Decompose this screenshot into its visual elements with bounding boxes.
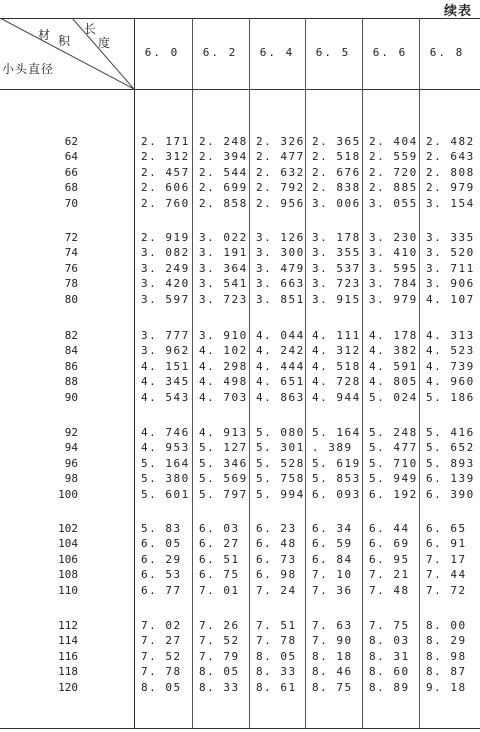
table-cell: 3. 784 bbox=[369, 277, 418, 291]
table-cell: 4. 298 bbox=[199, 359, 248, 373]
table-cell: 2. 312 bbox=[141, 150, 190, 164]
table-cell: 6. 34 bbox=[312, 522, 353, 535]
table-cell: 4. 518 bbox=[312, 359, 361, 373]
table-cell: 3. 249 bbox=[141, 261, 190, 275]
table-cell: 3. 335 bbox=[426, 231, 475, 244]
table-cell: 3. 410 bbox=[369, 246, 418, 260]
table-cell: 5. 853 bbox=[312, 472, 361, 486]
column-rule bbox=[192, 18, 193, 728]
table-cell: 6. 139 bbox=[426, 472, 475, 486]
table-cell: 7. 79 bbox=[199, 649, 240, 663]
header-length-char-2: 度 bbox=[98, 36, 111, 50]
table-cell: 2. 404 bbox=[369, 135, 418, 148]
table-cell: 6. 390 bbox=[426, 487, 475, 501]
row-diameter-label: 90 bbox=[64, 390, 78, 404]
table-cell: 2. 482 bbox=[426, 135, 475, 148]
table-cell: 4. 543 bbox=[141, 390, 190, 404]
table-cell: 8. 60 bbox=[369, 665, 410, 679]
row-diameter-label: 98 bbox=[64, 472, 78, 486]
table-cell: 7. 48 bbox=[369, 583, 410, 597]
table-cell: 4. 382 bbox=[369, 344, 418, 358]
table-cell: 4. 312 bbox=[312, 344, 361, 358]
table-cell: 8. 89 bbox=[369, 680, 410, 694]
table-cell: 4. 863 bbox=[256, 390, 305, 404]
table-cell: 3. 906 bbox=[426, 277, 475, 291]
table-cell: 2. 365 bbox=[312, 135, 361, 148]
table-cell: 5. 080 bbox=[256, 426, 305, 439]
table-cell: 5. 601 bbox=[141, 487, 190, 501]
row-diameter-label: 104 bbox=[58, 537, 78, 551]
row-diameter-label: 108 bbox=[58, 568, 78, 582]
row-diameter-label: 68 bbox=[64, 181, 78, 195]
table-cell: 2. 792 bbox=[256, 181, 305, 195]
table-cell: 4. 913 bbox=[199, 426, 248, 439]
table-cell: 3. 537 bbox=[312, 261, 361, 275]
column-rule bbox=[362, 18, 363, 728]
table-cell: 2. 919 bbox=[141, 231, 190, 244]
table-cell: 3. 723 bbox=[199, 292, 248, 306]
table-cell: 2. 559 bbox=[369, 150, 418, 164]
table-cell: 3. 022 bbox=[199, 231, 248, 244]
row-diameter-label: 114 bbox=[58, 634, 78, 648]
table-cell: 4. 591 bbox=[369, 359, 418, 373]
table-cell: 8. 98 bbox=[426, 649, 467, 663]
table-cell: 7. 27 bbox=[141, 634, 182, 648]
table-cell: 4. 960 bbox=[426, 375, 475, 389]
table-cell: 2. 518 bbox=[312, 150, 361, 164]
table-cell: 4. 703 bbox=[199, 390, 248, 404]
table-cell: 8. 05 bbox=[256, 649, 297, 663]
table-cell: 2. 248 bbox=[199, 135, 248, 148]
table-cell: 8. 46 bbox=[312, 665, 353, 679]
table-cell: 6. 98 bbox=[256, 568, 297, 582]
table-cell: 8. 29 bbox=[426, 634, 467, 648]
column-header: 6. 8 bbox=[429, 46, 465, 59]
table-cell: 5. 528 bbox=[256, 456, 305, 470]
table-cell: 3. 178 bbox=[312, 231, 361, 244]
table-cell: 7. 90 bbox=[312, 634, 353, 648]
table-cell: 4. 498 bbox=[199, 375, 248, 389]
table-cell: 3. 777 bbox=[141, 329, 190, 342]
table-cell: 5. 569 bbox=[199, 472, 248, 486]
table-cell: 6. 75 bbox=[199, 568, 240, 582]
table-cell: 6. 48 bbox=[256, 537, 297, 551]
table-cell: 8. 33 bbox=[199, 680, 240, 694]
row-diameter-label: 106 bbox=[58, 552, 78, 566]
table-cell: 3. 082 bbox=[141, 246, 190, 260]
table-cell: 3. 979 bbox=[369, 292, 418, 306]
table-cell: 6. 51 bbox=[199, 552, 240, 566]
row-diameter-label: 96 bbox=[64, 456, 78, 470]
table-cell: 4. 102 bbox=[199, 344, 248, 358]
column-header: 6. 0 bbox=[144, 46, 180, 59]
table-cell: . 389 bbox=[312, 441, 353, 455]
table-cell: 5. 652 bbox=[426, 441, 475, 455]
table-cell: 2. 858 bbox=[199, 196, 248, 210]
table-cell: 8. 33 bbox=[256, 665, 297, 679]
row-diameter-label: 120 bbox=[58, 680, 78, 694]
row-diameter-label: 76 bbox=[64, 261, 78, 275]
table-cell: 2. 979 bbox=[426, 181, 475, 195]
table-cell: 7. 78 bbox=[141, 665, 182, 679]
row-diameter-label: 110 bbox=[58, 583, 78, 597]
table-cell: 7. 21 bbox=[369, 568, 410, 582]
table-cell: 3. 595 bbox=[369, 261, 418, 275]
table-cell: 3. 154 bbox=[426, 196, 475, 210]
table-cell: 6. 65 bbox=[426, 522, 467, 535]
row-diameter-label: 86 bbox=[64, 359, 78, 373]
table-cell: 4. 739 bbox=[426, 359, 475, 373]
table-cell: 5. 797 bbox=[199, 487, 248, 501]
table-cell: 6. 44 bbox=[369, 522, 410, 535]
table-cell: 5. 346 bbox=[199, 456, 248, 470]
header-material-char-2: 积 bbox=[58, 34, 71, 48]
column-header: 6. 2 bbox=[202, 46, 238, 59]
table-cell: 3. 962 bbox=[141, 344, 190, 358]
table-cell: 7. 24 bbox=[256, 583, 297, 597]
table-cell: 5. 024 bbox=[369, 390, 418, 404]
table-cell: 8. 87 bbox=[426, 665, 467, 679]
table-cell: 2. 956 bbox=[256, 196, 305, 210]
row-diameter-label: 64 bbox=[64, 150, 78, 164]
column-header: 6. 4 bbox=[259, 46, 295, 59]
table-cell: 5. 619 bbox=[312, 456, 361, 470]
table-cell: 4. 953 bbox=[141, 441, 190, 455]
table-cell: 8. 75 bbox=[312, 680, 353, 694]
row-diameter-label: 102 bbox=[58, 522, 78, 535]
table-cell: 5. 416 bbox=[426, 426, 475, 439]
row-diameter-label: 72 bbox=[64, 231, 78, 244]
table-cell: 2. 171 bbox=[141, 135, 190, 148]
table-cell: 7. 44 bbox=[426, 568, 467, 582]
table-cell: 4. 728 bbox=[312, 375, 361, 389]
column-rule bbox=[305, 18, 306, 728]
table-cell: 4. 523 bbox=[426, 344, 475, 358]
table-cell: 4. 242 bbox=[256, 344, 305, 358]
row-diameter-label: 62 bbox=[64, 135, 78, 148]
table-cell: 4. 178 bbox=[369, 329, 418, 342]
table-cell: 8. 05 bbox=[141, 680, 182, 694]
row-diameter-label: 100 bbox=[58, 487, 78, 501]
table-cell: 6. 192 bbox=[369, 487, 418, 501]
table-cell: 3. 420 bbox=[141, 277, 190, 291]
table-cell: 8. 18 bbox=[312, 649, 353, 663]
table-cell: 2. 632 bbox=[256, 165, 305, 179]
table-cell: 6. 69 bbox=[369, 537, 410, 551]
table-cell: 2. 676 bbox=[312, 165, 361, 179]
table-cell: 6. 73 bbox=[256, 552, 297, 566]
table-cell: 3. 597 bbox=[141, 292, 190, 306]
table-cell: 5. 248 bbox=[369, 426, 418, 439]
table-cell: 4. 746 bbox=[141, 426, 190, 439]
table-cell: 6. 77 bbox=[141, 583, 182, 597]
table-bottom-rule bbox=[0, 728, 480, 729]
table-cell: 3. 300 bbox=[256, 246, 305, 260]
table-cell: 6. 91 bbox=[426, 537, 467, 551]
table-cell: 3. 006 bbox=[312, 196, 361, 210]
table-cell: 2. 457 bbox=[141, 165, 190, 179]
table-cell: 6. 05 bbox=[141, 537, 182, 551]
table-cell: 7. 52 bbox=[199, 634, 240, 648]
table-cell: 3. 055 bbox=[369, 196, 418, 210]
header-diagonal-lines bbox=[0, 18, 134, 90]
row-diameter-label: 82 bbox=[64, 329, 78, 342]
table-cell: 5. 301 bbox=[256, 441, 305, 455]
table-cell: 5. 477 bbox=[369, 441, 418, 455]
table-cell: 4. 313 bbox=[426, 329, 475, 342]
table-cell: 5. 164 bbox=[312, 426, 361, 439]
table-cell: 7. 10 bbox=[312, 568, 353, 582]
table-cell: 2. 760 bbox=[141, 196, 190, 210]
table-cell: 7. 78 bbox=[256, 634, 297, 648]
table-cell: 6. 23 bbox=[256, 522, 297, 535]
table-cell: 8. 31 bbox=[369, 649, 410, 663]
table-cell: 5. 710 bbox=[369, 456, 418, 470]
row-diameter-label: 80 bbox=[64, 292, 78, 306]
table-cell: 5. 893 bbox=[426, 456, 475, 470]
table-cell: 7. 75 bbox=[369, 619, 410, 632]
table-cell: 5. 186 bbox=[426, 390, 475, 404]
row-diameter-label: 66 bbox=[64, 165, 78, 179]
table-cell: 7. 17 bbox=[426, 552, 467, 566]
table-cell: 2. 699 bbox=[199, 181, 248, 195]
table-cell: 4. 444 bbox=[256, 359, 305, 373]
table-cell: 3. 479 bbox=[256, 261, 305, 275]
column-rule bbox=[419, 18, 420, 728]
table-cell: 4. 805 bbox=[369, 375, 418, 389]
table-cell: 7. 72 bbox=[426, 583, 467, 597]
table-cell: 3. 520 bbox=[426, 246, 475, 260]
table-cell: 8. 05 bbox=[199, 665, 240, 679]
table-cell: 4. 044 bbox=[256, 329, 305, 342]
table-cell: 2. 885 bbox=[369, 181, 418, 195]
table-cell: 7. 63 bbox=[312, 619, 353, 632]
table-cell: 5. 758 bbox=[256, 472, 305, 486]
table-cell: 7. 26 bbox=[199, 619, 240, 632]
table-cell: 6. 84 bbox=[312, 552, 353, 566]
column-header: 6. 5 bbox=[315, 46, 351, 59]
table-cell: 5. 994 bbox=[256, 487, 305, 501]
table-cell: 2. 477 bbox=[256, 150, 305, 164]
table-cell: 2. 838 bbox=[312, 181, 361, 195]
column-header: 6. 6 bbox=[372, 46, 408, 59]
table-cell: 3. 355 bbox=[312, 246, 361, 260]
table-cell: 2. 720 bbox=[369, 165, 418, 179]
row-diameter-label: 84 bbox=[64, 344, 78, 358]
table-cell: 2. 808 bbox=[426, 165, 475, 179]
header-diameter-label: 小头直径 bbox=[2, 62, 55, 76]
table-cell: 7. 02 bbox=[141, 619, 182, 632]
table-cell: 8. 03 bbox=[369, 634, 410, 648]
row-diameter-label: 116 bbox=[58, 649, 78, 663]
table-cell: 7. 36 bbox=[312, 583, 353, 597]
row-diameter-label: 94 bbox=[64, 441, 78, 455]
table-cell: 4. 944 bbox=[312, 390, 361, 404]
table-cell: 6. 29 bbox=[141, 552, 182, 566]
table-cell: 5. 83 bbox=[141, 522, 182, 535]
table-cell: 3. 915 bbox=[312, 292, 361, 306]
row-diameter-label: 88 bbox=[64, 375, 78, 389]
table-cell: 3. 364 bbox=[199, 261, 248, 275]
table-cell: 7. 52 bbox=[141, 649, 182, 663]
table-cell: 6. 27 bbox=[199, 537, 240, 551]
table-cell: 2. 643 bbox=[426, 150, 475, 164]
continued-label: 续表 bbox=[443, 4, 472, 19]
table-cell: 5. 127 bbox=[199, 441, 248, 455]
table-cell: 2. 326 bbox=[256, 135, 305, 148]
table-cell: 6. 95 bbox=[369, 552, 410, 566]
row-diameter-label: 74 bbox=[64, 246, 78, 260]
row-diameter-label: 92 bbox=[64, 426, 78, 439]
table-cell: 3. 541 bbox=[199, 277, 248, 291]
table-cell: 6. 59 bbox=[312, 537, 353, 551]
row-diameter-label: 78 bbox=[64, 277, 78, 291]
table-cell: 2. 544 bbox=[199, 165, 248, 179]
table-cell: 8. 00 bbox=[426, 619, 467, 632]
table-cell: 7. 01 bbox=[199, 583, 240, 597]
table-cell: 3. 663 bbox=[256, 277, 305, 291]
table-cell: 3. 191 bbox=[199, 246, 248, 260]
table-cell: 5. 949 bbox=[369, 472, 418, 486]
header-material-char-1: 材 bbox=[38, 28, 51, 42]
table-cell: 3. 230 bbox=[369, 231, 418, 244]
table-cell: 3. 723 bbox=[312, 277, 361, 291]
table-cell: 3. 910 bbox=[199, 329, 248, 342]
table-cell: 5. 164 bbox=[141, 456, 190, 470]
header-length-char-1: 长 bbox=[84, 22, 97, 36]
row-diameter-label: 118 bbox=[58, 665, 78, 679]
table-cell: 5. 380 bbox=[141, 472, 190, 486]
table-cell: 4. 107 bbox=[426, 292, 475, 306]
table-cell: 4. 651 bbox=[256, 375, 305, 389]
table-cell: 6. 53 bbox=[141, 568, 182, 582]
table-cell: 9. 18 bbox=[426, 680, 467, 694]
table-cell: 2. 606 bbox=[141, 181, 190, 195]
table-cell: 4. 345 bbox=[141, 375, 190, 389]
table-cell: 6. 03 bbox=[199, 522, 240, 535]
table-cell: 3. 711 bbox=[426, 261, 475, 275]
row-diameter-label: 70 bbox=[64, 196, 78, 210]
column-rule bbox=[134, 18, 135, 728]
table-cell: 2. 394 bbox=[199, 150, 248, 164]
row-diameter-label: 112 bbox=[58, 619, 78, 632]
table-cell: 7. 51 bbox=[256, 619, 297, 632]
table-cell: 4. 111 bbox=[312, 329, 361, 342]
column-rule bbox=[249, 18, 250, 728]
table-cell: 3. 126 bbox=[256, 231, 305, 244]
table-cell: 4. 151 bbox=[141, 359, 190, 373]
table-cell: 6. 093 bbox=[312, 487, 361, 501]
table-cell: 3. 851 bbox=[256, 292, 305, 306]
table-cell: 8. 61 bbox=[256, 680, 297, 694]
